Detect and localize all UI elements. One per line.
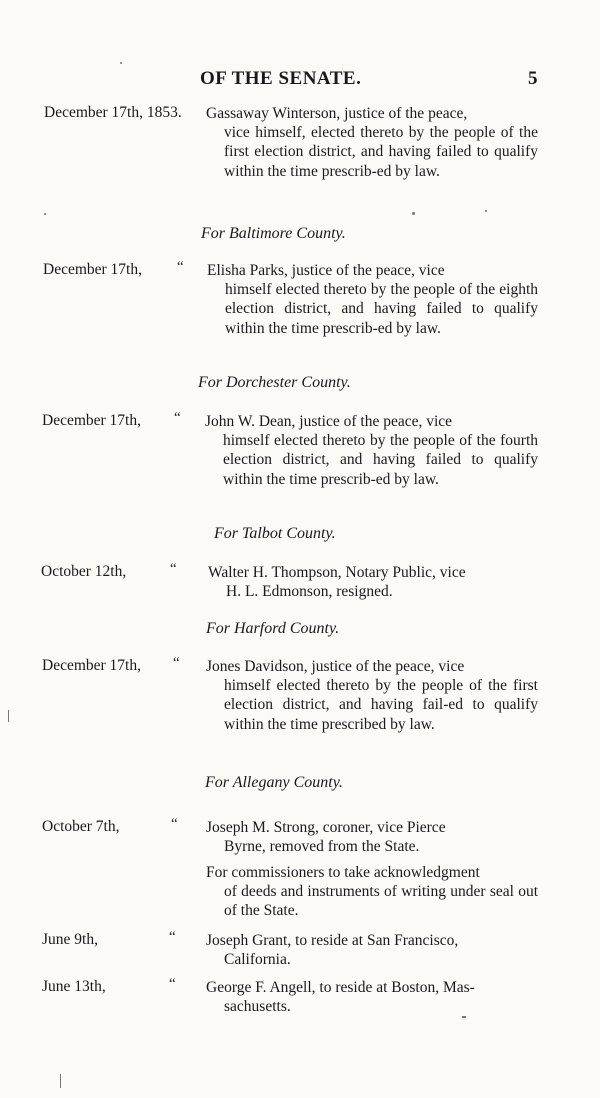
scan-speck xyxy=(412,212,415,215)
entry-text xyxy=(207,261,538,338)
entry-first-line: George F. Angell, to reside at Boston, Mas- xyxy=(206,979,475,996)
ditto-mark: “ xyxy=(170,561,177,577)
entry-text xyxy=(206,931,538,969)
entry-first-line: Walter H. Thompson, Notary Public, vice xyxy=(208,564,466,581)
entry-text xyxy=(206,104,538,181)
entry-date: June 13th, xyxy=(42,978,106,995)
entry-date: June 9th, xyxy=(42,931,98,948)
entry-text xyxy=(206,657,538,734)
ditto-mark: “ xyxy=(171,816,178,832)
commissioners-note xyxy=(206,863,538,921)
ditto-mark: “ xyxy=(174,410,181,426)
entry-date: December 17th, xyxy=(42,657,141,674)
entry-continuation: sachusetts. xyxy=(224,998,291,1016)
county-heading: For Allegany County. xyxy=(205,774,343,791)
note-continuation: of deeds and instruments of writing under seal out of the State. xyxy=(224,883,538,920)
county-heading: For Baltimore County. xyxy=(201,225,346,242)
entry-date: October 7th, xyxy=(42,818,120,835)
scan-speck xyxy=(485,210,487,212)
scan-speck xyxy=(120,62,122,64)
ditto-mark: “ xyxy=(173,655,180,671)
entry-date: December 17th, xyxy=(43,261,142,278)
county-heading: For Dorchester County. xyxy=(198,374,351,391)
entry-first-line: John W. Dean, justice of the peace, vice xyxy=(205,413,453,430)
entry-text xyxy=(206,818,538,856)
entry-text xyxy=(206,978,538,1016)
entry-continuation: H. L. Edmonson, resigned. xyxy=(226,583,393,601)
entry-first-line: Elisha Parks, justice of the peace, vice xyxy=(207,262,445,279)
scan-speck xyxy=(60,1074,61,1088)
entry-continuation: California. xyxy=(224,951,291,969)
entry-text xyxy=(208,563,538,601)
entry-continuation: Byrne, removed from the State. xyxy=(224,838,420,856)
ditto-mark: “ xyxy=(169,976,176,992)
entry-date: December 17th, 1853. xyxy=(44,104,182,121)
scan-speck xyxy=(462,1016,466,1018)
scan-speck xyxy=(44,213,46,215)
page-header xyxy=(0,68,600,94)
entry-first-line: Jones Davidson, justice of the peace, vice xyxy=(206,658,465,675)
entry-continuation: himself elected thereto by the people of the fourth election district, and having failed to qualify within the time prescrib-ed by law. xyxy=(223,432,538,488)
note-first-line: For commissioners to take acknowledgment xyxy=(206,864,480,881)
entry-date: December 17th, xyxy=(42,412,141,429)
ditto-mark: “ xyxy=(169,929,176,945)
ditto-mark: “ xyxy=(177,259,184,275)
entry-continuation: himself elected thereto by the people of the first election district, and having fail-ed to qualify within the time prescribed by law. xyxy=(224,677,538,733)
entry-first-line: Joseph M. Strong, coroner, vice Pierce xyxy=(206,819,446,836)
county-heading: For Harford County. xyxy=(206,620,340,637)
scan-speck xyxy=(8,710,9,722)
page-title: OF THE SENATE. xyxy=(200,68,362,89)
page-number: 5 xyxy=(528,68,538,89)
entry-date: October 12th, xyxy=(41,563,127,580)
entry-first-line: Gassaway Winterson, justice of the peace, xyxy=(206,105,468,122)
entry-continuation: vice himself, elected thereto by the people of the first election district, and having failed to qualify within the time prescrib-ed by law. xyxy=(224,124,538,180)
entry-first-line: Joseph Grant, to reside at San Francisco, xyxy=(206,932,459,949)
county-heading: For Talbot County. xyxy=(214,525,336,542)
entry-continuation: himself elected thereto by the people of the eighth election district, and having failed to qualify within the time prescrib-ed by law. xyxy=(225,281,538,337)
entry-text xyxy=(205,412,538,489)
